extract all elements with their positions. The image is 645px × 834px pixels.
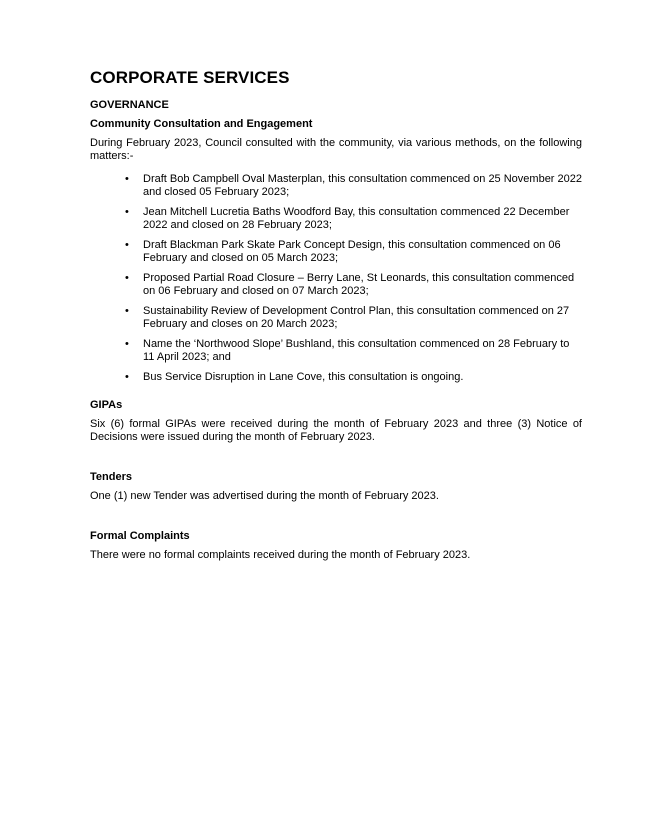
section-spacer [90,513,582,530]
consultation-intro: During February 2023, Council consulted with the community, via various methods, on the following matters:- [90,137,582,162]
list-item [125,206,582,232]
consultation-list [90,173,582,384]
list-item-text: Jean Mitchell Lucretia Baths Woodford Bay, this consultation commenced 22 December 2022 and closed on 28 February 2023; [143,206,570,231]
gipas-text: Six (6) formal GIPAs were received during the month of February 2023 and three (3) Notice of Decisions were issued during the month of February 2023. [90,418,582,443]
list-item [125,272,582,298]
bullet-icon: • [125,338,129,350]
bullet-icon: • [125,272,129,284]
list-item-text: Sustainability Review of Development Control Plan, this consultation commenced on 27 February and closes on 20 March 2023; [143,305,570,330]
gipas-heading: GIPAs [90,399,123,411]
consultation-subheading: Community Consultation and Engagement [90,118,313,130]
list-item [125,338,582,364]
complaints-heading: Formal Complaints [90,530,190,542]
list-item-text: Proposed Partial Road Closure – Berry Lane, St Leonards, this consultation commenced on 06 February and closed on 07 March 2023; [143,272,575,297]
bullet-icon: • [125,371,129,383]
tenders-text: One (1) new Tender was advertised during the month of February 2023. [90,490,439,502]
list-item-text: Name the ‘Northwood Slope’ Bushland, this consultation commenced on 28 February to 11 April 2023; and [143,338,570,363]
bullet-icon: • [125,239,129,251]
list-item [125,371,582,384]
list-item [125,239,582,265]
page-content [90,68,582,572]
list-item [125,173,583,199]
complaints-text: There were no formal complaints received during the month of February 2023. [90,549,471,561]
governance-heading: GOVERNANCE [90,99,169,111]
list-item-text: Bus Service Disruption in Lane Cove, this consultation is ongoing. [143,371,464,383]
tenders-heading: Tenders [90,471,132,483]
list-item-text: Draft Blackman Park Skate Park Concept Design, this consultation commenced on 06 February and closed on 05 March 2023; [143,239,561,264]
bullet-icon: • [125,305,129,317]
list-item [125,305,582,331]
bullet-icon: • [125,173,129,185]
section-spacer [90,454,582,471]
page-title: CORPORATE SERVICES [90,68,290,87]
list-item-text: Draft Bob Campbell Oval Masterplan, this consultation commenced on 25 November 2022 and closed 05 February 2023; [143,173,583,198]
bullet-icon: • [125,206,129,218]
